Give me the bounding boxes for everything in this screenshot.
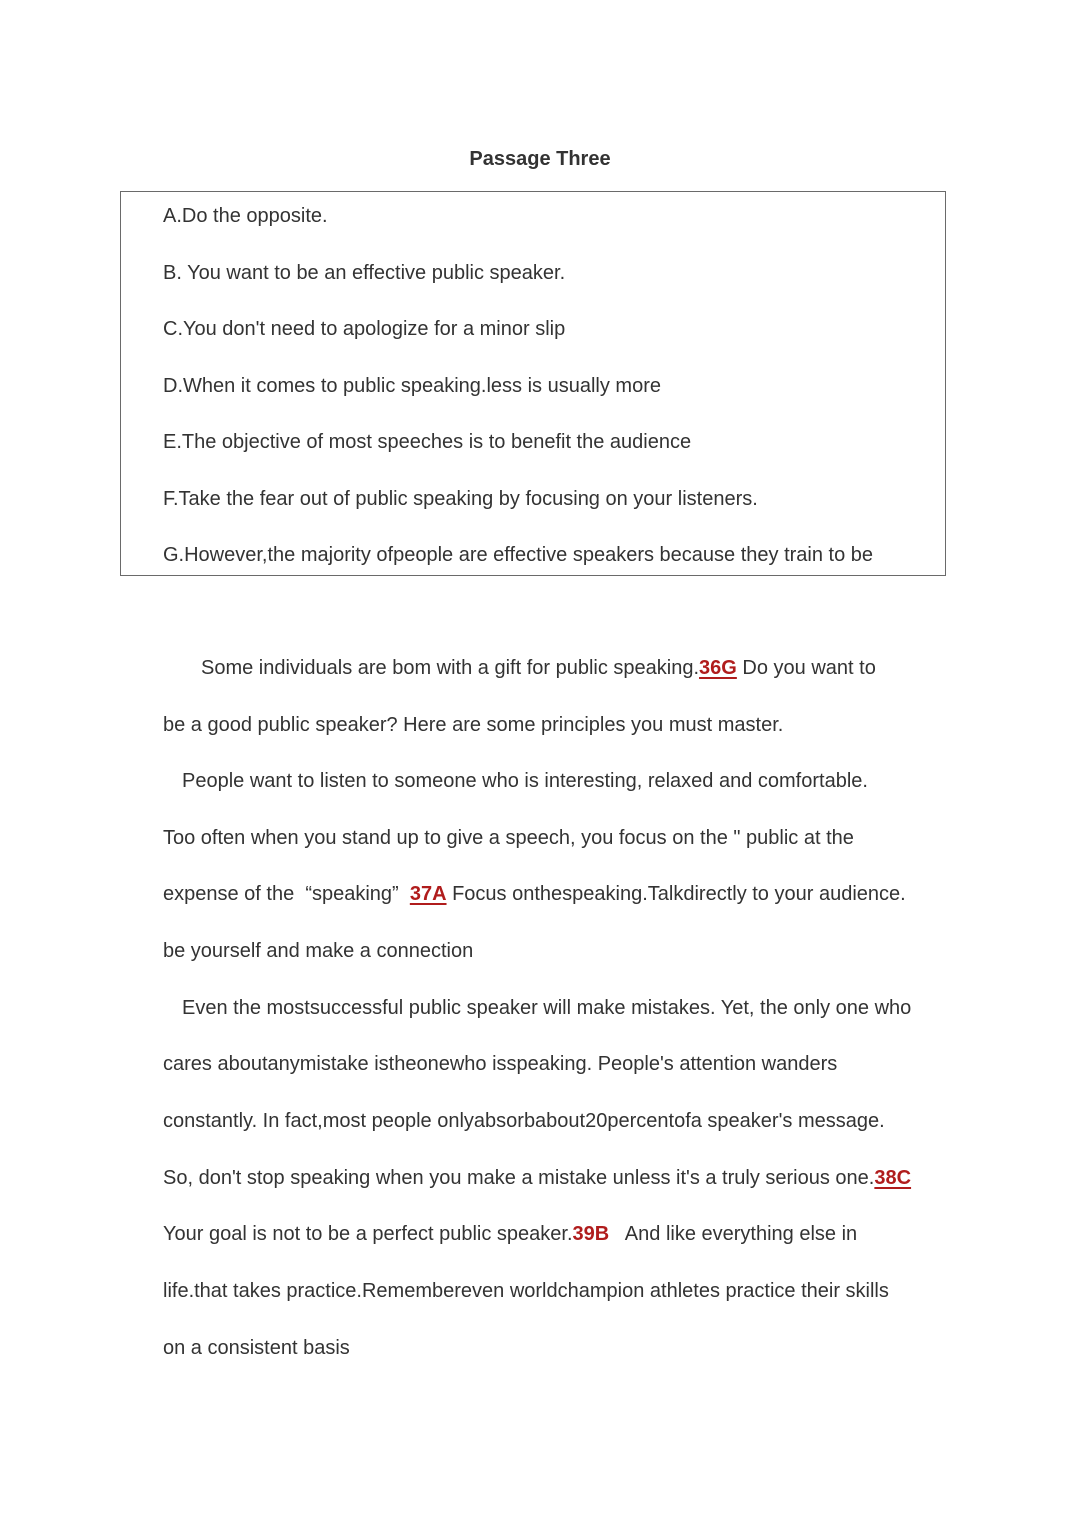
passage-text: So, don't stop speaking when you make a mistake unless it's a truly serious one. [163, 1167, 875, 1189]
answer-39: 39B [572, 1223, 610, 1245]
option-b: B. You want to be an effective public speaker. [163, 262, 566, 284]
option-d: D.When it comes to public speaking.less is usually more [163, 375, 661, 397]
passage-text: Focus onthespeaking.Talkdirectly to your audience. [446, 883, 906, 905]
option-g: G.However,the majority ofpeople are effective speakers because they train to be [163, 544, 874, 566]
passage-line: Too often when you stand up to give a speech, you focus on the " public at the [163, 827, 854, 849]
passage-line: Even the mostsuccessful public speaker will make mistakes. Yet, the only one who [182, 997, 912, 1019]
option-f: F.Take the fear out of public speaking by focusing on your listeners. [163, 488, 758, 510]
answer-38: 38C [874, 1167, 912, 1189]
passage-text: expense of the “speaking” [163, 883, 410, 905]
passage-line [163, 1221, 857, 1247]
passage-text: And like everything else in [609, 1223, 858, 1245]
option-e: E.The objective of most speeches is to benefit the audience [163, 431, 692, 453]
passage-line: be a good public speaker? Here are some principles you must master. [163, 714, 784, 736]
page-title: Passage Three [469, 148, 611, 170]
passage-line [201, 655, 876, 681]
passage-line: People want to listen to someone who is interesting, relaxed and comfortable. [182, 770, 868, 792]
passage-line: life.that takes practice.Remembereven worldchampion athletes practice their skills [163, 1280, 889, 1302]
option-c: C.You don't need to apologize for a minor slip [163, 318, 566, 340]
option-a: A.Do the opposite. [163, 205, 328, 227]
passage-line: on a consistent basis [163, 1337, 350, 1359]
answer-36: 36G [699, 657, 737, 679]
passage-line: be yourself and make a connection [163, 940, 474, 962]
passage-line [163, 1165, 911, 1191]
answer-37: 37A [409, 883, 447, 905]
passage-text: Your goal is not to be a perfect public speaker. [163, 1223, 573, 1245]
options-box [120, 191, 946, 576]
passage-text: Do you want to [736, 657, 876, 679]
passage-line: constantly. In fact,most people onlyabsorbabout20percentofa speaker's message. [163, 1110, 885, 1132]
passage-line [163, 881, 906, 907]
passage-line: cares aboutanymistake istheonewho isspeaking. People's attention wanders [163, 1053, 838, 1075]
passage-text: Some individuals are bom with a gift for public speaking. [201, 657, 700, 679]
